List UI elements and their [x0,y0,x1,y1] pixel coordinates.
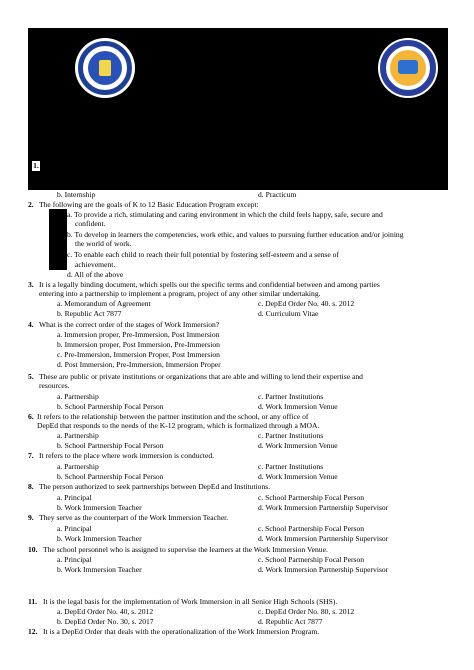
question-number-10: 10. [28,545,38,554]
q5-option-d: d. Work Immersion Venue [258,402,338,411]
q6-option-d: d. Work Immersion Venue [258,441,338,450]
q11-text: It is the legal basis for the implementation of Work Immersion in all Senior High Schools (SHS). [43,597,338,606]
q6-option-b: b. School Partnership Focal Person [57,441,164,450]
q8-option-c: c. School Partnership Focal Person [258,493,365,502]
q8-option-b: b. Work Immersion Teacher [57,503,142,512]
q2-option-b: b. To develop in learners the competencies, work ethic, and values to pursuing further education and/or joining [67,230,404,239]
q3-option-c: c. DepEd Order No. 40. s. 2012 [258,299,355,308]
q4-option-c: c. Pre-Immersion, Immersion Proper, Post Immersion [57,350,220,359]
redaction-mark [49,209,67,270]
question-number-4: 4. [28,320,34,329]
q5-option-c: c. Partner Institutions [258,392,324,401]
q6-text-cont: DepEd that responds to the needs of the K-12 program, which is formalized through a MOA. [37,421,320,430]
question-number-11: 11. [28,597,38,606]
q11-option-c: c. DepEd Order No. 80, s. 2012 [258,607,355,616]
q9-option-b: b. Work Immersion Teacher [57,534,142,543]
q11-option-b: b. DepEd Order No. 30, s. 2017 [57,617,154,626]
q10-option-a: a. Principal [57,555,92,564]
question-number-1: 1. [33,161,39,170]
q2-text: The following are the goals of K to 12 Basic Education Program except: [39,200,259,209]
q2-option-a: a. To provide a rich, stimulating and caring environment in which the child feels happy, safe, secure and [67,210,383,219]
q5-option-a: a. Partnership [57,392,99,401]
q6-option-c: c. Partner Institutions [258,431,324,440]
q6-option-a: a. Partnership [57,431,99,440]
question-number-12: 12. [28,627,38,636]
q8-option-a: a. Principal [57,493,92,502]
q7-option-b: b. School Partnership Focal Person [57,472,164,481]
q11-option-d: d. Republic Act 7877 [258,617,323,626]
q7-text: It refers to the place where work immersion is conducted. [39,451,215,460]
question-number-8: 8. [28,482,34,491]
q9-option-d: d. Work Immersion Partnership Supervisor [258,534,389,543]
q5-text-cont: resources. [39,381,70,390]
q7-option-d: d. Work Immersion Venue [258,472,338,481]
q4-option-b: b. Immersion proper, Post Immersion, Pre-Immersion [57,340,220,349]
q10-option-b: b. Work Immersion Teacher [57,565,142,574]
q10-option-d: d. Work Immersion Partnership Supervisor [258,565,389,574]
question-number-3: 3. [28,280,34,289]
q7-option-c: c. Partner Institutions [258,462,324,471]
q2-option-d: d. All of the above [67,270,124,279]
q1-option-b: b. Internship [57,190,96,199]
q7-option-a: a. Partnership [57,462,99,471]
q2-option-a-cont: confident. [75,219,106,228]
q9-option-a: a. Principal [57,524,92,533]
q3-option-d: d. Curriculum Vitae [258,309,319,318]
q5-text: These are public or private institutions or organizations that are able and willing to lend their expertise and [39,372,363,381]
q11-option-a: a. DepEd Order No. 40, s. 2012 [57,607,154,616]
deped-seal-logo [75,38,135,98]
q10-option-c: c. School Partnership Focal Person [258,555,365,564]
q3-option-b: b. Republic Act 7877 [57,309,122,318]
q12-text: It is a DepEd Order that deals with the operationalization of the Work Immersion Program. [43,627,320,636]
question-number-9: 9. [28,513,34,522]
q3-option-a: a. Memorandum of Agreement [57,299,151,308]
q4-option-d: d. Post Immersion, Pre-Immersion, Immersion Proper [57,360,221,369]
q9-option-c: c. School Partnership Focal Person [258,524,365,533]
q4-option-a: a. Immersion proper, Pre-Immersion, Post Immersion [57,330,220,339]
q2-option-b-cont: the world of work. [75,239,132,248]
q5-option-b: b. School Partnership Focal Person [57,402,164,411]
q3-text: It is a legally binding document, which spells out the specific terms and confidential between and among parties [39,280,380,289]
redacted-header [28,28,448,190]
q8-option-d: d. Work Immersion Partnership Supervisor [258,503,389,512]
q2-option-c-cont: achievement. [75,260,116,269]
question-number-7: 7. [28,451,34,460]
q8-text: The person authorized to seek partnerships between DepEd and Institutions. [39,482,271,491]
q4-text: What is the correct order of the stages of Work Immersion? [39,320,220,329]
question-number-5: 5. [28,372,34,381]
q1-option-d: d. Practicum [258,190,297,199]
q3-text-cont: entering into a partnership to implement a program, project of any other similar undertaking. [39,289,321,298]
question-number-2: 2. [28,200,34,209]
q2-option-c: c. To enable each child to reach their full potential by fostering self-esteem and a sense of [67,250,339,259]
division-seal-logo [378,38,438,98]
question-number-6: 6. [28,412,34,421]
q9-text: They serve as the counterpart of the Work Immersion Teacher. [39,513,229,522]
q6-text: It refers to the relationship between the partner institution and the school, or any office of [37,412,309,421]
q10-text: The school personnel who is assigned to supervise the learners at the Work Immersion Venue. [43,545,328,554]
